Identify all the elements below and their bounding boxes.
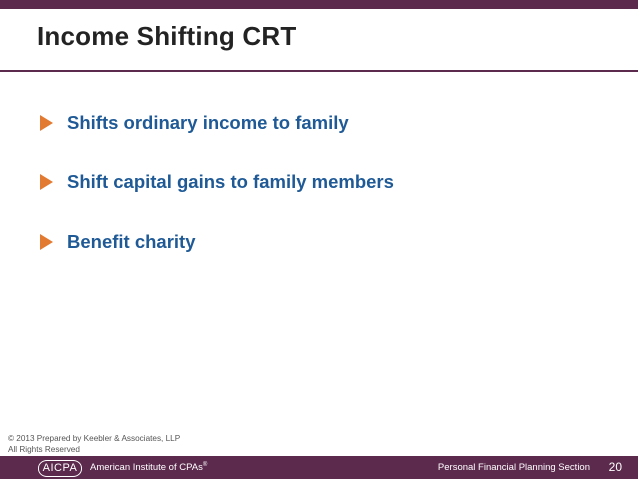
copyright-notice [8, 433, 180, 455]
bullet-item [40, 112, 349, 134]
aicpa-logo: AICPA [38, 460, 82, 477]
slide-title: Income Shifting CRT [37, 21, 297, 51]
organization-name [90, 462, 207, 473]
registered-mark: ® [202, 462, 208, 468]
bullet-text: Shifts ordinary income to family [67, 112, 349, 133]
top-accent-bar [0, 0, 638, 9]
triangle-bullet-icon [40, 174, 53, 190]
triangle-bullet-icon [40, 115, 53, 131]
bullet-item [40, 171, 394, 193]
footer-bar [0, 456, 638, 479]
organization-text: American Institute of CPAs [90, 462, 203, 474]
page-number: 20 [608, 460, 622, 474]
bullet-text: Benefit charity [67, 231, 196, 252]
bullet-text: Shift capital gains to family members [67, 171, 394, 192]
title-divider [0, 70, 638, 72]
section-name: Personal Financial Planning Section [437, 462, 590, 473]
rights-line: All Rights Reserved [8, 445, 80, 454]
bullet-item [40, 231, 196, 253]
triangle-bullet-icon [40, 234, 53, 250]
copyright-line: © 2013 Prepared by Keebler & Associates, LLP [8, 434, 181, 443]
